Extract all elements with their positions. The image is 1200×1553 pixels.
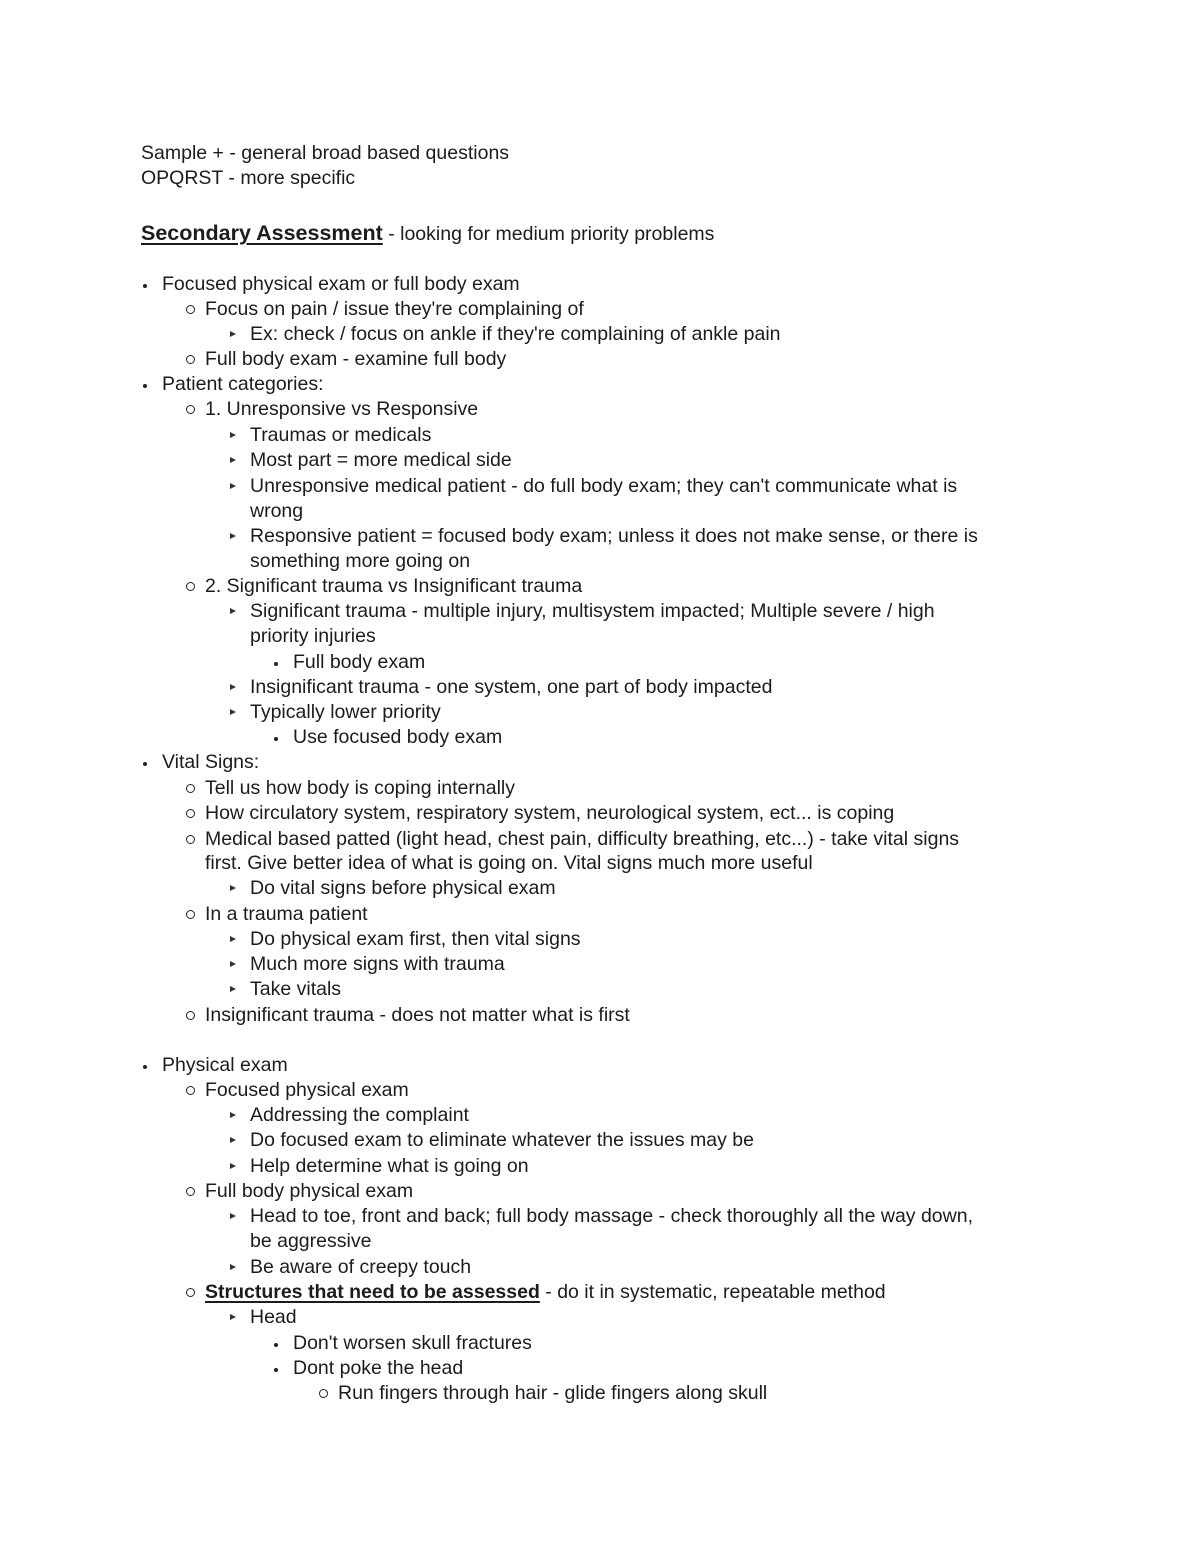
list-item: Typically lower priority xyxy=(250,700,441,725)
list-item: Use focused body exam xyxy=(293,725,502,750)
section-title: Secondary Assessment xyxy=(141,221,383,245)
arrow-bullet-icon xyxy=(230,331,236,337)
arrow-bullet-icon xyxy=(230,709,236,715)
bullet-icon xyxy=(143,284,147,288)
list-item: Patient categories: xyxy=(162,372,324,397)
section-heading xyxy=(141,221,714,247)
list-item: Much more signs with trauma xyxy=(250,952,505,977)
circle-bullet-icon xyxy=(186,405,195,414)
circle-bullet-icon xyxy=(186,582,195,591)
list-item: Don't worsen skull fractures xyxy=(293,1331,532,1356)
arrow-bullet-icon xyxy=(230,1112,236,1118)
circle-bullet-icon xyxy=(186,355,195,364)
list-item: Traumas or medicals xyxy=(250,423,431,448)
arrow-bullet-icon xyxy=(230,986,236,992)
list-item: Do vital signs before physical exam xyxy=(250,876,556,901)
list-item: Take vitals xyxy=(250,977,341,1002)
list-item: Insignificant trauma - one system, one part of body impacted xyxy=(250,675,772,700)
list-item: Unresponsive medical patient - do full body exam; they can't communicate what is xyxy=(250,474,957,499)
list-item: Do physical exam first, then vital signs xyxy=(250,927,581,952)
circle-bullet-icon xyxy=(186,784,195,793)
list-item: Tell us how body is coping internally xyxy=(205,776,515,801)
list-item: Ex: check / focus on ankle if they're complaining of ankle pain xyxy=(250,322,781,347)
bullet-icon xyxy=(274,1343,278,1347)
intro-line-1: Sample + - general broad based questions xyxy=(141,142,510,164)
list-item: Focused physical exam xyxy=(205,1078,409,1103)
circle-bullet-icon xyxy=(186,1187,195,1196)
list-item-continuation: priority injuries xyxy=(250,625,376,647)
arrow-bullet-icon xyxy=(230,483,236,489)
bullet-icon xyxy=(143,762,147,766)
list-item: Addressing the complaint xyxy=(250,1103,469,1128)
circle-bullet-icon xyxy=(186,1011,195,1020)
circle-bullet-icon xyxy=(186,910,195,919)
list-item: Medical based patted (light head, chest pain, difficulty breathing, etc...) - take vital signs xyxy=(205,827,959,852)
list-item: 2. Significant trauma vs Insignificant trauma xyxy=(205,574,582,599)
list-item: Do focused exam to eliminate whatever the issues may be xyxy=(250,1128,754,1153)
list-item: Most part = more medical side xyxy=(250,448,512,473)
list-item: Responsive patient = focused body exam; unless it does not make sense, or there is xyxy=(250,524,978,549)
arrow-bullet-icon xyxy=(230,684,236,690)
arrow-bullet-icon xyxy=(230,1137,236,1143)
list-item: Head xyxy=(250,1305,297,1330)
circle-bullet-icon xyxy=(186,305,195,314)
list-item: How circulatory system, respiratory system, neurological system, ect... is coping xyxy=(205,801,894,826)
list-item: Significant trauma - multiple injury, multisystem impacted; Multiple severe / high xyxy=(250,599,935,624)
bullet-icon xyxy=(274,737,278,741)
list-item: Full body physical exam xyxy=(205,1179,413,1204)
circle-bullet-icon xyxy=(186,1288,195,1297)
list-item: Structures that need to be assessed - do it in systematic, repeatable method xyxy=(205,1280,886,1305)
arrow-bullet-icon xyxy=(230,1163,236,1169)
bullet-icon xyxy=(143,384,147,388)
bullet-icon xyxy=(274,1368,278,1372)
arrow-bullet-icon xyxy=(230,1213,236,1219)
list-item: In a trauma patient xyxy=(205,902,368,927)
bullet-icon xyxy=(274,662,278,666)
circle-bullet-icon xyxy=(319,1389,328,1398)
arrow-bullet-icon xyxy=(230,936,236,942)
list-item-continuation: first. Give better idea of what is going on. Vital signs much more useful xyxy=(205,852,813,874)
circle-bullet-icon xyxy=(186,1086,195,1095)
arrow-bullet-icon xyxy=(230,1264,236,1270)
section-subtitle: - looking for medium priority problems xyxy=(382,223,715,245)
list-item: Full body exam - examine full body xyxy=(205,347,506,372)
list-item-continuation: wrong xyxy=(250,500,304,522)
arrow-bullet-icon xyxy=(230,1314,236,1320)
arrow-bullet-icon xyxy=(230,533,236,539)
arrow-bullet-icon xyxy=(230,961,236,967)
list-item: Full body exam xyxy=(293,650,425,675)
list-item: 1. Unresponsive vs Responsive xyxy=(205,397,478,422)
list-item: Physical exam xyxy=(162,1053,288,1078)
list-item: Run fingers through hair - glide fingers along skull xyxy=(338,1381,767,1406)
list-item: Be aware of creepy touch xyxy=(250,1255,471,1280)
structures-heading: Structures that need to be assessed xyxy=(205,1281,540,1303)
list-item: Head to toe, front and back; full body massage - check thoroughly all the way down, xyxy=(250,1204,973,1229)
list-item: Insignificant trauma - does not matter what is first xyxy=(205,1003,630,1028)
circle-bullet-icon xyxy=(186,809,195,818)
arrow-bullet-icon xyxy=(230,457,236,463)
arrow-bullet-icon xyxy=(230,432,236,438)
list-item: Focused physical exam or full body exam xyxy=(162,272,520,297)
list-item-continuation: something more going on xyxy=(250,550,471,572)
arrow-bullet-icon xyxy=(230,608,236,614)
intro-line-2: OPQRST - more specific xyxy=(141,167,356,189)
list-item: Help determine what is going on xyxy=(250,1154,529,1179)
list-item: Focus on pain / issue they're complaining of xyxy=(205,297,584,322)
bullet-icon xyxy=(143,1065,147,1069)
list-item: Vital Signs: xyxy=(162,750,259,775)
list-item: Dont poke the head xyxy=(293,1356,463,1381)
list-item-continuation: be aggressive xyxy=(250,1230,372,1252)
circle-bullet-icon xyxy=(186,835,195,844)
arrow-bullet-icon xyxy=(230,885,236,891)
